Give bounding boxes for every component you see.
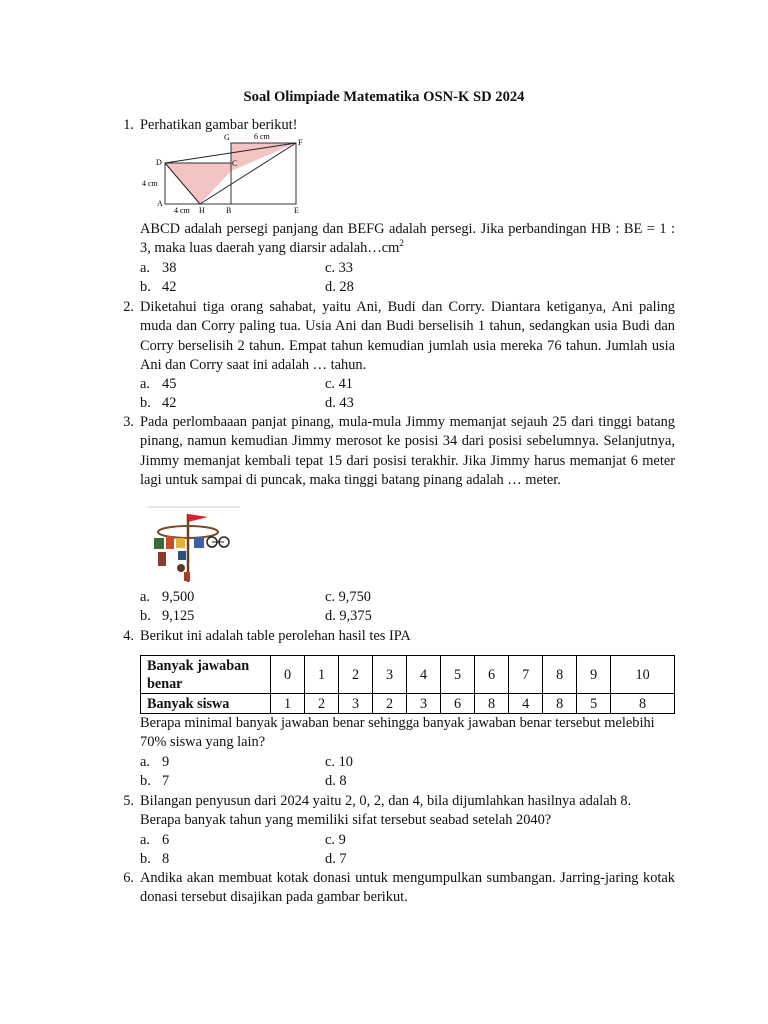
label-h: H xyxy=(199,206,205,215)
option-b[interactable]: b. 42 xyxy=(140,395,177,411)
label-a: A xyxy=(157,199,163,208)
option-d[interactable]: d. 8 xyxy=(325,773,347,789)
table-cell: 8 xyxy=(475,694,509,714)
label-4cm-bottom: 4 cm xyxy=(174,206,190,215)
question-text: Diketahui tiga orang sahabat, yaitu Ani, Budi dan Corry. Diantara ketiganya, Ani paling muda dan Corry paling tua. Usia Ani dan Budi berselisih 1 tahun, sedangkan usia Budi dan Corry berselisih 2 tahun. Empat tahun kemudian jumlah usia mereka 76 tahun. Jumlah usia Ani dan Corry saat ini adalah … tahun. xyxy=(140,299,675,374)
question-text: Berapa minimal banyak jawaban benar sehingga banyak jawaban benar tersebut melebihi 70% siswa yang lain? xyxy=(140,715,655,751)
table-cell: 8 xyxy=(611,694,675,714)
question-text: Bilangan penyusun dari 2024 yaitu 2, 0, 2, dan 4, bila dijumlahkan hasilnya adalah 8. Berapa banyak tahun yang memiliki sifat tersebut seabad setelah 2040? xyxy=(140,793,632,829)
table-cell: 5 xyxy=(577,694,611,714)
table-cell: 9 xyxy=(577,656,611,694)
label-e: E xyxy=(294,206,299,215)
question-number: 5. xyxy=(123,793,134,809)
table-cell: 2 xyxy=(373,694,407,714)
table-cell: 1 xyxy=(271,694,305,714)
table-cell: 5 xyxy=(441,656,475,694)
question-text-body: ABCD adalah persegi panjang dan BEFG adalah persegi. Jika perbandingan HB : BE = 1 : 3, maka luas daerah yang diarsir adalah…cm xyxy=(140,221,675,257)
table-cell: 6 xyxy=(475,656,509,694)
option-b[interactable]: b. 9,125 xyxy=(140,608,195,624)
table-cell: 0 xyxy=(271,656,305,694)
label-c: C xyxy=(232,159,238,168)
option-d[interactable]: d. 9,375 xyxy=(325,608,372,624)
table-cell: 1 xyxy=(305,656,339,694)
question-number: 1. xyxy=(123,117,134,133)
option-b[interactable]: b. 8 xyxy=(140,851,170,867)
shaded-triangle-lower xyxy=(165,163,231,204)
table-cell: 8 xyxy=(543,656,577,694)
question-prompt: Berikut ini adalah table perolehan hasil tes IPA xyxy=(140,628,411,644)
label-b: B xyxy=(226,206,232,215)
question-prompt: Perhatikan gambar berikut! xyxy=(140,117,298,133)
table-cell: 3 xyxy=(373,656,407,694)
table-cell: 8 xyxy=(543,694,577,714)
option-a-value: 38 xyxy=(162,260,177,276)
question-text xyxy=(140,220,675,259)
question-number: 3. xyxy=(123,414,134,430)
option-d[interactable]: d. 7 xyxy=(325,851,347,867)
option-a-value: 6 xyxy=(162,832,170,848)
question-number: 2. xyxy=(123,299,134,315)
table-row-header: Banyak siswa xyxy=(141,694,271,714)
geometry-figure xyxy=(140,132,310,216)
label-g: G xyxy=(224,133,230,142)
label-f: F xyxy=(298,138,303,147)
option-a-value: 45 xyxy=(162,376,177,392)
option-a[interactable]: a. 6 xyxy=(140,832,170,848)
label-4cm-left: 4 cm xyxy=(142,179,158,188)
climbing-pole-illustration xyxy=(148,506,240,584)
question-number: 6. xyxy=(123,870,134,886)
table-row xyxy=(141,656,675,694)
question-text: Andika akan membuat kotak donasi untuk mengumpulkan sumbangan. Jarring-jaring kotak donasi tersebut disajikan pada gambar berikut. xyxy=(140,870,675,906)
table-row xyxy=(141,694,675,714)
option-b[interactable]: b. 42 xyxy=(140,279,177,295)
option-b-value: 7 xyxy=(162,773,170,789)
shaded-triangle-upper xyxy=(231,143,296,171)
option-c[interactable]: c. 10 xyxy=(325,754,353,770)
option-a[interactable]: a. 9,500 xyxy=(140,589,195,605)
option-a[interactable]: a. 45 xyxy=(140,376,177,392)
option-c[interactable]: c. 41 xyxy=(325,376,353,392)
label-d: D xyxy=(156,158,162,167)
option-a-value: 9,500 xyxy=(162,589,195,605)
option-b-value: 42 xyxy=(162,279,177,295)
table-cell: 3 xyxy=(407,694,441,714)
label-6cm: 6 cm xyxy=(254,132,270,141)
table-cell: 3 xyxy=(339,694,373,714)
results-table xyxy=(140,655,675,714)
table-cell: 10 xyxy=(611,656,675,694)
flag xyxy=(188,514,208,522)
option-b-value: 9,125 xyxy=(162,608,195,624)
table-cell: 2 xyxy=(339,656,373,694)
option-a-value: 9 xyxy=(162,754,170,770)
table-row-header: Banyak jawaban benar xyxy=(141,656,271,694)
option-b-value: 8 xyxy=(162,851,170,867)
table-cell: 2 xyxy=(305,694,339,714)
option-a[interactable]: a. 9 xyxy=(140,754,170,770)
option-c[interactable]: c. 9 xyxy=(325,832,346,848)
option-c[interactable]: c. 33 xyxy=(325,260,353,276)
option-d[interactable]: d. 43 xyxy=(325,395,354,411)
option-c[interactable]: c. 9,750 xyxy=(325,589,371,605)
option-a[interactable]: a. 38 xyxy=(140,260,177,276)
question-text: Pada perlombaaan panjat pinang, mula-mula Jimmy memanjat sejauh 25 dari tinggi batang pinang, namun kemudian Jimmy merosot ke posisi 34 dari posisi sebelumnya. Selanjutnya, Jimmy memanjat kembali tepat 15 dari posisi terakhir. Jika Jimmy harus memanjat 6 meter lagi untuk sampai di puncak, maka tinggi batang pinang adalah … meter. xyxy=(140,414,675,489)
table-cell: 4 xyxy=(509,694,543,714)
prize-shirt xyxy=(154,538,164,549)
table-cell: 7 xyxy=(509,656,543,694)
option-b[interactable]: b. 7 xyxy=(140,773,170,789)
option-d[interactable]: d. 28 xyxy=(325,279,354,295)
table-cell: 4 xyxy=(407,656,441,694)
question-number: 4. xyxy=(123,628,134,644)
superscript: 2 xyxy=(399,238,404,249)
table-cell: 6 xyxy=(441,694,475,714)
option-b-value: 42 xyxy=(162,395,177,411)
page-title: Soal Olimpiade Matematika OSN-K SD 2024 xyxy=(243,89,525,105)
